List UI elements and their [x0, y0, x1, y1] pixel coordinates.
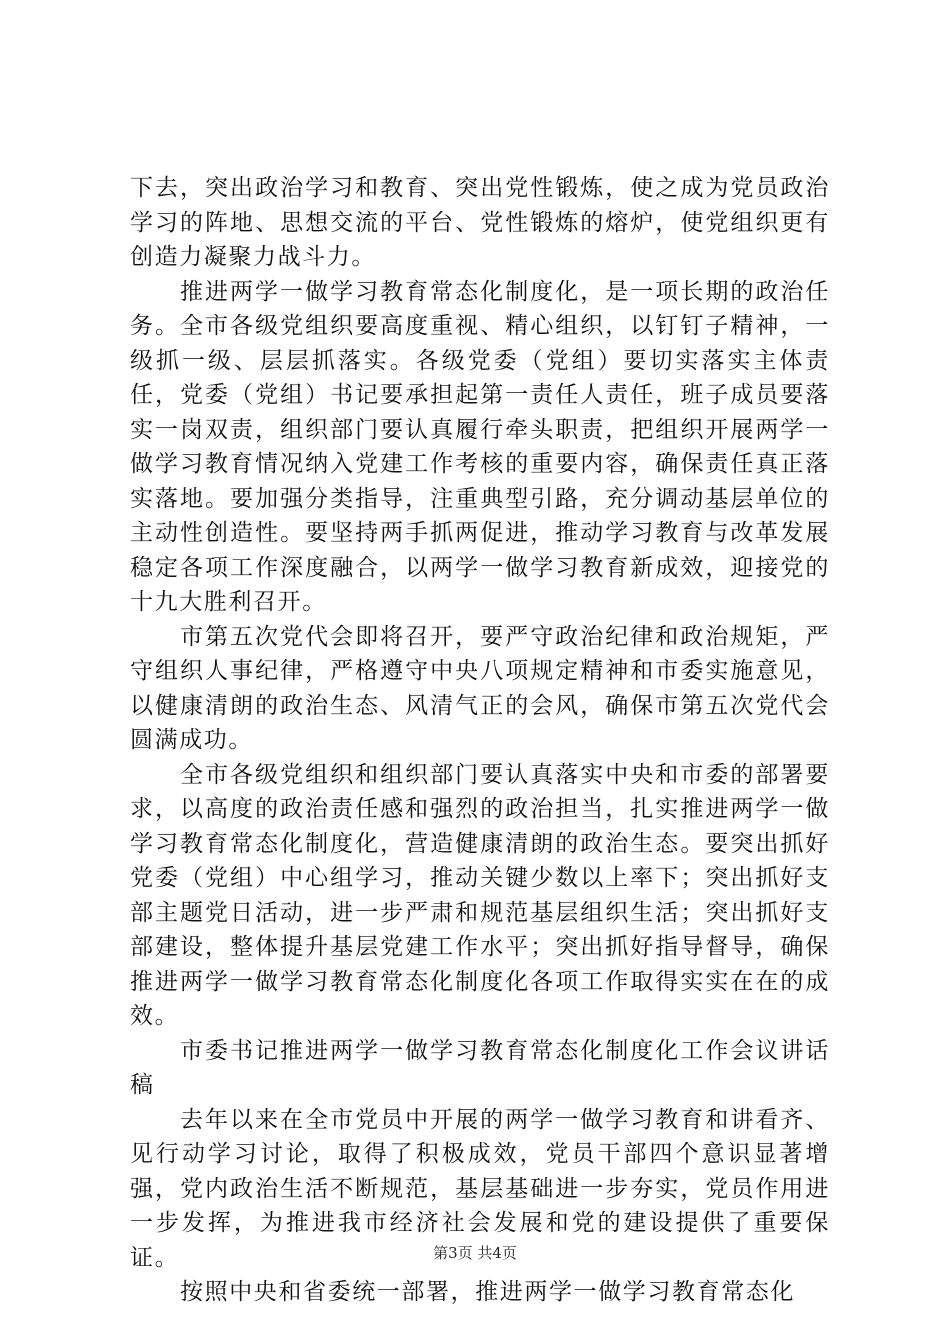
paragraph-6: 按照中央和省委统一部署，推进两学一做学习教育常态化	[180, 1279, 795, 1305]
paragraph-3: 市第五次党代会即将召开，要严守政治纪律和政治规矩，严守组织人事纪律，严格遵守中央八项规定精神和市委实施意见，以健康清朗的政治生态、风清气正的会风，确保市第五次党代会圆满成功。	[130, 623, 830, 753]
paragraph-2: 推进两学一做学习教育常态化制度化，是一项长期的政治任务。全市各级党组织要高度重视、精心组织，以钉钉子精神，一级抓一级、层层抓落实。各级党委（党组）要切实落实主体责任，党委（党组）书记要承担起第一责任人责任，班子成员要落实一岗双责，组织部门要认真履行牵头职责，把组织开展两学一做学习教育情况纳入党建工作考核的重要内容，确保责任真正落实落地。要加强分类指导，注重典型引路，充分调动基层单位的主动性创造性。要坚持两手抓两促进，推动学习教育与改革发展稳定各项工作深度融合，以两学一做学习教育新成效，迎接党的十九大胜利召开。	[130, 278, 830, 615]
paragraph-5: 去年以来在全市党员中开展的两学一做学习教育和讲看齐、见行动学习讨论，取得了积极成效，党员干部四个意识显著增强，党内政治生活不断规范，基层基础进一步夯实，党员作用进一步发挥，为推进我市经济社会发展和党的建设提供了重要保证。	[130, 1106, 830, 1271]
document-body	[130, 171, 830, 1310]
page-footer	[0, 1242, 950, 1263]
paragraph-1: 下去，突出政治学习和教育、突出党性锻炼，使之成为党员政治学习的阵地、思想交流的平台、党性锻炼的熔炉，使党组织更有创造力凝聚力战斗力。	[130, 175, 830, 270]
section-heading: 市委书记推进两学一做学习教育常态化制度化工作会议讲话稿	[130, 1037, 830, 1098]
paragraph-4: 全市各级党组织和组织部门要认真落实中央和市委的部署要求，以高度的政治责任感和强烈的政治担当，扎实推进两学一做学习教育常态化制度化，营造健康清朗的政治生态。要突出抓好党委（党组）中心组学习，推动关键少数以上率下；突出抓好支部主题党日活动，进一步严肃和规范基层组织生活；突出抓好支部建设，整体提升基层党建工作水平；突出抓好指导督导，确保推进两学一做学习教育常态化制度化各项工作取得实实在在的成效。	[130, 761, 830, 1029]
page-number: 第3页 共4页	[433, 1244, 517, 1262]
